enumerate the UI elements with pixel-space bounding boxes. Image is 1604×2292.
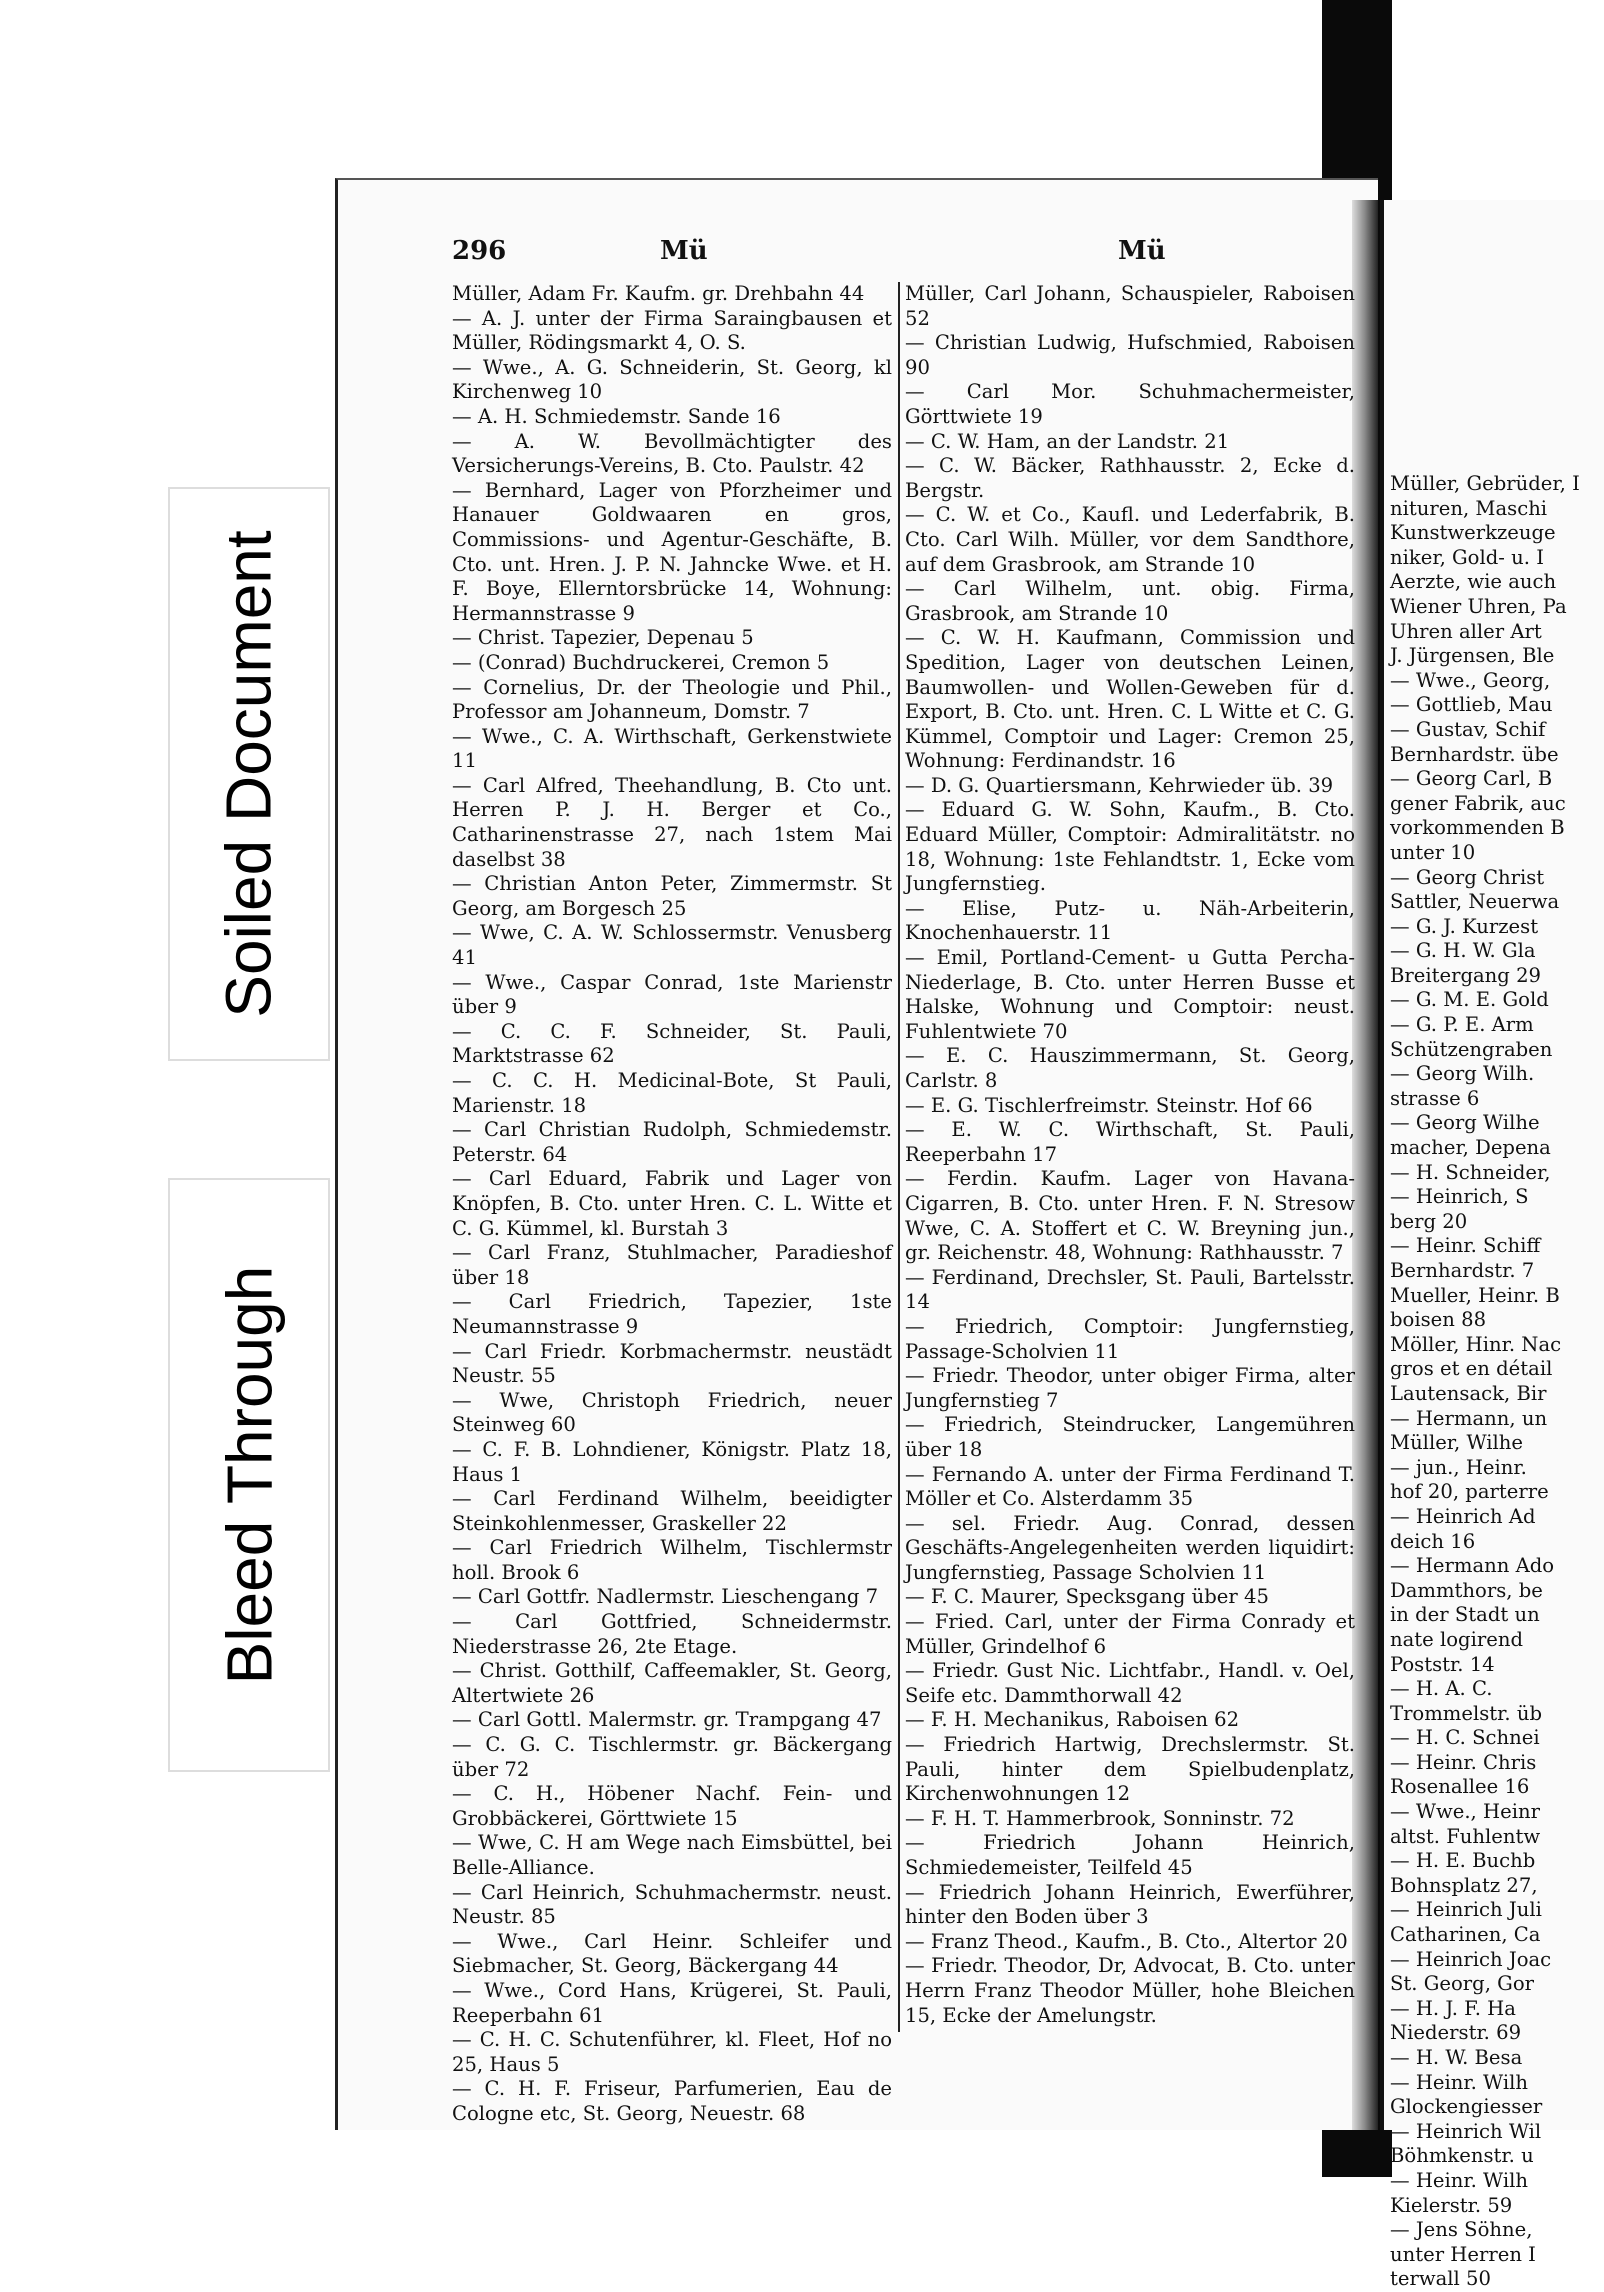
directory-entry: in der Stadt un <box>1390 1603 1540 1627</box>
directory-entry: — Christian Ludwig, Hufschmied, Raboisen 90 <box>905 331 1355 379</box>
directory-entry: — F. H. Mechanikus, Raboisen 62 <box>905 1708 1240 1732</box>
directory-entry: Trommelstr. üb <box>1390 1701 1543 1725</box>
directory-entry: — Friedr. Theodor, unter obiger Firma, alter Jungfernstieg 7 <box>905 1364 1355 1412</box>
directory-entry: — Heinrich Wil <box>1390 2119 1542 2143</box>
directory-entry: unter Herren I <box>1390 2242 1536 2266</box>
page-number: 296 <box>452 236 507 266</box>
directory-entry: — D. G. Quartiersmann, Kehrwieder üb. 39 <box>905 773 1334 797</box>
directory-entry: — Friedrich Johann Heinrich, Schmiedemeister, Teilfeld 45 <box>905 1831 1355 1879</box>
directory-entry: — Wwe., Cord Hans, Krügerei, St. Pauli, Reeperbahn 61 <box>452 1978 892 2027</box>
directory-entry: — Gottlieb, Mau <box>1390 693 1553 717</box>
directory-entry: — C. W. Bäcker, Rathhausstr. 2, Ecke d. Bergstr. <box>905 454 1355 502</box>
directory-entry: — H. A. C. <box>1390 1677 1493 1701</box>
directory-entry: — Georg Christ <box>1390 865 1545 889</box>
directory-entry: berg 20 <box>1390 1209 1468 1233</box>
directory-entry: — Carl Alfred, Theehandlung, B. Cto unt. Herren P. J. H. Berger et Co., Catharinenstrasse 27, nach 1stem Mai daselbst 38 <box>452 773 892 871</box>
directory-entry: Möller, Hinr. Nac <box>1390 1332 1562 1356</box>
directory-entry: terwall 50 <box>1390 2267 1491 2291</box>
directory-entry: gros et en détail <box>1390 1357 1553 1381</box>
directory-entry: Rosenallee 16 <box>1390 1775 1530 1799</box>
directory-entry: — C. H., Höbener Nachf. Fein- und Grobbäckerei, Görttwiete 15 <box>452 1782 892 1830</box>
directory-entry: — H. W. Besa <box>1390 2046 1523 2069</box>
column-rule <box>898 282 900 2032</box>
directory-entry: — Carl Mor. Schuhmachermeister, Görttwiete 19 <box>905 380 1355 428</box>
directory-entry: — Wwe., Heinr <box>1390 1800 1540 1824</box>
directory-entry: niker, Gold- u. I <box>1390 545 1544 569</box>
directory-entry: — A. W. Bevollmächtigter des Versicherungs-Vereins, B. Cto. Paulstr. 42 <box>452 429 892 478</box>
directory-entry: strasse 6 <box>1390 1086 1480 1110</box>
directory-entry: Müller, Gebrüder, I <box>1390 472 1580 495</box>
directory-entry: — Carl Friedr. Korbmachermstr. neustädt Neustr. 55 <box>452 1339 892 1388</box>
directory-entry: Dammthors, be <box>1390 1578 1543 1602</box>
directory-entry: — Wwe., Caspar Conrad, 1ste Marienstr über 9 <box>452 970 892 1019</box>
directory-entry: Niederstr. 69 <box>1390 2021 1522 2045</box>
right-page <box>1380 200 1604 2291</box>
directory-entry: — Franz Theod., Kaufm., B. Cto., Altertor 20 <box>905 1929 1348 1953</box>
directory-entry: — Georg Wilh. <box>1390 1062 1535 1086</box>
directory-entry: boisen 88 <box>1390 1308 1487 1332</box>
directory-entry: — Friedr. Gust Nic. Lichtfabr., Handl. v. Oel, Seife etc. Dammthorwall 42 <box>905 1659 1355 1707</box>
directory-entry: — Carl Wilhelm, unt. obig. Firma, Grasbrook, am Strande 10 <box>905 577 1355 625</box>
directory-entry: — Heinr. Wilh <box>1390 2168 1529 2192</box>
directory-entry: — Heinrich Juli <box>1390 1898 1542 1922</box>
directory-entry: — Wwe, Christoph Friedrich, neuer Steinweg 60 <box>452 1388 892 1437</box>
directory-entry: — H. J. F. Ha <box>1390 1996 1516 2020</box>
bleed-through-text: Bleed Through <box>213 1265 285 1685</box>
directory-entry: Glockengiesser <box>1390 2095 1543 2119</box>
directory-entry: Schützengraben <box>1390 1037 1553 1061</box>
directory-entry: — H. E. Buchb <box>1390 1849 1536 1873</box>
directory-entry: — Georg Carl, B <box>1390 767 1553 791</box>
directory-entry: — Carl Heinrich, Schuhmachermstr. neust. Neustr. 85 <box>452 1880 892 1929</box>
bleed-through-label <box>168 1178 330 1772</box>
directory-entry: — Heinr. Chris <box>1390 1750 1537 1774</box>
directory-entry: — Carl Ferdinand Wilhelm, beeidigter Steinkohlenmesser, Graskeller 22 <box>452 1487 892 1535</box>
directory-entry: deich 16 <box>1390 1529 1476 1553</box>
directory-entry: — A. J. unter der Firma Saraingbausen et Müller, Rödingsmarkt 4, O. S. <box>452 306 892 355</box>
directory-entry: — Heinrich Ad <box>1390 1504 1536 1528</box>
directory-entry: — G. M. E. Gold <box>1390 988 1549 1012</box>
directory-entry: Müller, Carl Johann, Schauspieler, Raboisen 52 <box>905 282 1355 330</box>
directory-entry: — sel. Friedr. Aug. Conrad, dessen Geschäfts-Angelegenheiten werden liquidirt: Jungfernstieg, Passage Scholvien 11 <box>905 1511 1355 1584</box>
directory-entry: — Carl Franz, Stuhlmacher, Paradieshof über 18 <box>452 1241 892 1289</box>
directory-entry: — C. H. F. Friseur, Parfumerien, Eau de Cologne etc, St. Georg, Neuestr. 68 <box>452 2077 892 2125</box>
directory-entry: — H. Schneider, <box>1390 1160 1551 1184</box>
directory-entry: — Fernando A. unter der Firma Ferdinand T. Möller et Co. Alsterdamm 35 <box>905 1462 1355 1511</box>
directory-entry: Wiener Uhren, Pa <box>1390 594 1567 618</box>
directory-entry: — Heinrich Joac <box>1390 1947 1552 1971</box>
directory-entry: — (Conrad) Buchdruckerei, Cremon 5 <box>452 650 830 674</box>
directory-entry: Sattler, Neuerwa <box>1390 890 1560 914</box>
directory-entry: Bohnsplatz 27, <box>1390 1873 1538 1897</box>
directory-entry: — E. G. Tischlerfreimstr. Steinstr. Hof 66 <box>905 1093 1313 1117</box>
directory-entry: — Friedrich, Steindrucker, Langemühren über 18 <box>905 1413 1355 1461</box>
directory-entry: — Heinr. Wilh <box>1390 2070 1529 2094</box>
directory-entry: — G. H. W. Gla <box>1390 939 1536 963</box>
directory-entry: J. Jürgensen, Ble <box>1390 644 1555 668</box>
directory-entry: — Christ. Tapezier, Depenau 5 <box>452 626 754 650</box>
directory-entry: — Wwe., Georg, <box>1390 668 1551 692</box>
directory-entry: — Wwe., A. G. Schneiderin, St. Georg, kl Kirchenweg 10 <box>452 355 892 404</box>
directory-entry: Lautensack, Bir <box>1390 1381 1547 1405</box>
directory-entry: — Carl Gottfried, Schneidermstr. Niederstrasse 26, 2te Etage. <box>452 1610 892 1658</box>
directory-entry: — G. P. E. Arm <box>1390 1013 1534 1037</box>
directory-entry: — Hermann, un <box>1390 1406 1548 1430</box>
directory-entry: Breitergang 29 <box>1390 963 1542 987</box>
directory-entry: Kunstwerkzeuge <box>1390 521 1556 545</box>
directory-entry: — A. H. Schmiedemstr. Sande 16 <box>452 404 781 428</box>
directory-entry: — Georg Wilhe <box>1390 1111 1540 1135</box>
column-1 <box>452 282 892 2127</box>
directory-entry: — Carl Christian Rudolph, Schmiedemstr. Peterstr. 64 <box>452 1118 892 1166</box>
directory-entry: gener Fabrik, auc <box>1390 791 1566 815</box>
directory-entry: — H. C. Schnei <box>1390 1726 1540 1750</box>
directory-entry: — Wwe., C. A. Wirthschaft, Gerkenstwiete 11 <box>452 724 892 773</box>
column-2 <box>905 282 1355 2028</box>
directory-entry: — C. C. H. Medicinal-Bote, St Pauli, Marienstr. 18 <box>452 1069 892 1117</box>
directory-entry: — C. W. Ham, an der Landstr. 21 <box>905 429 1230 453</box>
directory-entry: Müller, Adam Fr. Kaufm. gr. Drehbahn 44 <box>452 282 865 305</box>
directory-entry: — Carl Gottfr. Nadlermstr. Lieschengang 7 <box>452 1585 879 1609</box>
directory-entry: — C. G. C. Tischlermstr. gr. Bäckergang über 72 <box>452 1733 892 1781</box>
directory-entry: — Hermann Ado <box>1390 1554 1555 1578</box>
directory-entry: — Jens Söhne, <box>1390 2218 1533 2242</box>
directory-entry: — Bernhard, Lager von Pforzheimer und Hanauer Goldwaaren en gros, Commissions- und Agentur-Geschäfte, B. Cto. unt. Hren. J. P. N. Jahncke Wwe. et H. F. Boye, Ellerntorsbrücke 14, Wohnung: Hermannstrasse 9 <box>452 478 892 625</box>
directory-entry: Kielerstr. 59 <box>1390 2193 1513 2217</box>
directory-entry: — Christ. Gotthilf, Caffeemakler, St. Georg, Altertwiete 26 <box>452 1659 892 1707</box>
directory-entry: Mueller, Heinr. B <box>1390 1283 1560 1307</box>
directory-entry: — Ferdinand, Drechsler, St. Pauli, Bartelsstr. 14 <box>905 1265 1355 1314</box>
directory-entry: — Christian Anton Peter, Zimmermstr. St Georg, am Borgesch 25 <box>452 872 892 920</box>
directory-entry: St. Georg, Gor <box>1390 1972 1534 1996</box>
running-head-left: Mü <box>660 236 708 266</box>
directory-entry: — Carl Gottl. Malermstr. gr. Trampgang 47 <box>452 1708 882 1732</box>
soiled-document-label <box>168 487 330 1061</box>
directory-entry: Uhren aller Art <box>1390 619 1542 643</box>
directory-entry: — Ferdin. Kaufm. Lager von Havana-Cigarren, B. Cto. unter Hren. F. N. Stresow Wwe, C. A. Stoffert et C. W. Breyning jun., gr. Reichenstr. 48, Wohnung: Rathhausstr. 7 <box>905 1167 1355 1265</box>
directory-entry: — F. H. T. Hammerbrook, Sonninstr. 72 <box>905 1806 1295 1830</box>
directory-entry: Aerzte, wie auch <box>1390 570 1557 594</box>
directory-entry: — Friedr. Theodor, Dr, Advocat, B. Cto. unter Herrn Franz Theodor Müller, hohe Bleichen 15, Ecke der Amelungstr. <box>905 1954 1355 2027</box>
directory-entry: Catharinen, Ca <box>1390 1923 1541 1947</box>
directory-entry: — C. W. H. Kaufmann, Commission und Spedition, Lager von deutschen Leinen, Baumwollen- und Wollen-Geweben für d. Export, B. Cto. unt. Hren. C. L Witte et C. G. Kümmel, Comptoir und Lager: Cremon 25, Wohnung: Ferdinandstr. 16 <box>905 626 1355 773</box>
directory-entry: macher, Depena <box>1390 1136 1551 1160</box>
directory-entry: — Elise, Putz- u. Näh-Arbeiterin, Knochenhauerstr. 11 <box>905 896 1355 945</box>
directory-entry: Bernhardstr. übe <box>1390 742 1559 766</box>
directory-entry: — E. W. C. Wirthschaft, St. Pauli, Reeperbahn 17 <box>905 1118 1355 1166</box>
directory-entry: Müller, Wilhe <box>1390 1431 1524 1455</box>
directory-entry: unter 10 <box>1390 840 1476 864</box>
directory-entry: — Friedrich Johann Heinrich, Ewerführer, hinter den Boden über 3 <box>905 1880 1355 1929</box>
directory-entry: — C. F. B. Lohndiener, Königstr. Platz 18, Haus 1 <box>452 1437 892 1486</box>
directory-entry: — Fried. Carl, unter der Firma Conrady et Müller, Grindelhof 6 <box>905 1610 1355 1658</box>
directory-entry: — Wwe., Carl Heinr. Schleifer und Siebmacher, St. Georg, Bäckergang 44 <box>452 1929 892 1978</box>
directory-entry: — Carl Eduard, Fabrik und Lager von Knöpfen, B. Cto. unter Hren. C. L. Witte et C. G. Kümmel, kl. Burstah 3 <box>452 1167 892 1240</box>
directory-entry: — C. H. C. Schutenführer, kl. Fleet, Hof no 25, Haus 5 <box>452 2028 892 2076</box>
directory-entry: vorkommenden B <box>1390 816 1565 840</box>
directory-entry: — Emil, Portland-Cement- u Gutta Percha-Niederlage, B. Cto. unter Herren Busse et Halske, Wohnung und Comptoir: neust. Fuhlentwiete 70 <box>905 946 1355 1043</box>
soiled-document-text: Soiled Document <box>213 530 285 1018</box>
directory-entry: — Friedrich, Comptoir: Jungfernstieg, Passage-Scholvien 11 <box>905 1314 1355 1363</box>
directory-entry: — Eduard G. W. Sohn, Kaufm., B. Cto. Eduard Müller, Comptoir: Admiralitätstr. no 18, Wohnung: 1ste Fehlandtstr. 1, Ecke vom Jungfernstieg. <box>905 798 1355 896</box>
directory-entry: Böhmkenstr. u <box>1390 2144 1534 2168</box>
directory-entry: — E. C. Hauszimmermann, St. Georg, Carlstr. 8 <box>905 1044 1355 1092</box>
directory-entry: nate logirend <box>1390 1627 1523 1651</box>
directory-entry: — Heinr. Schiff <box>1390 1234 1541 1258</box>
column-3 <box>1390 472 1604 2292</box>
book-gutter <box>1352 200 1378 2130</box>
running-head-right: Mü <box>1118 236 1166 266</box>
directory-entry: altst. Fuhlentw <box>1390 1824 1541 1848</box>
directory-entry: — jun., Heinr. <box>1390 1455 1527 1479</box>
directory-entry: — C. C. F. Schneider, St. Pauli, Marktstrasse 62 <box>452 1019 892 1068</box>
directory-entry: — C. W. et Co., Kaufl. und Lederfabrik, B. Cto. Carl Wilh. Müller, vor dem Sandthore, auf dem Grasbrook, am Strande 10 <box>905 503 1355 576</box>
directory-entry: — Gustav, Schif <box>1390 717 1546 741</box>
directory-entry: nituren, Maschi <box>1390 496 1548 520</box>
directory-entry: — Friedrich Hartwig, Drechslermstr. St. Pauli, hinter dem Spielbudenplatz, Kirchenwohnungen 12 <box>905 1733 1355 1806</box>
directory-entry: Poststr. 14 <box>1390 1652 1495 1676</box>
directory-entry: — Carl Friedrich Wilhelm, Tischlermstr holl. Brook 6 <box>452 1536 892 1584</box>
directory-entry: — F. C. Maurer, Specksgang über 45 <box>905 1585 1269 1609</box>
directory-entry: — Carl Friedrich, Tapezier, 1ste Neumannstrasse 9 <box>452 1290 892 1338</box>
directory-entry: Bernhardstr. 7 <box>1390 1259 1535 1282</box>
directory-entry: hof 20, parterre <box>1390 1480 1549 1504</box>
directory-entry: — Heinrich, S <box>1390 1185 1529 1209</box>
directory-entry: — G. J. Kurzest <box>1390 914 1539 938</box>
directory-entry: — Wwe, C. A. W. Schlossermstr. Venusberg 41 <box>452 921 892 970</box>
directory-entry: — Cornelius, Dr. der Theologie und Phil., Professor am Johanneum, Domstr. 7 <box>452 675 892 724</box>
directory-entry: — Wwe, C. H am Wege nach Eimsbüttel, bei Belle-Alliance. <box>452 1831 892 1879</box>
